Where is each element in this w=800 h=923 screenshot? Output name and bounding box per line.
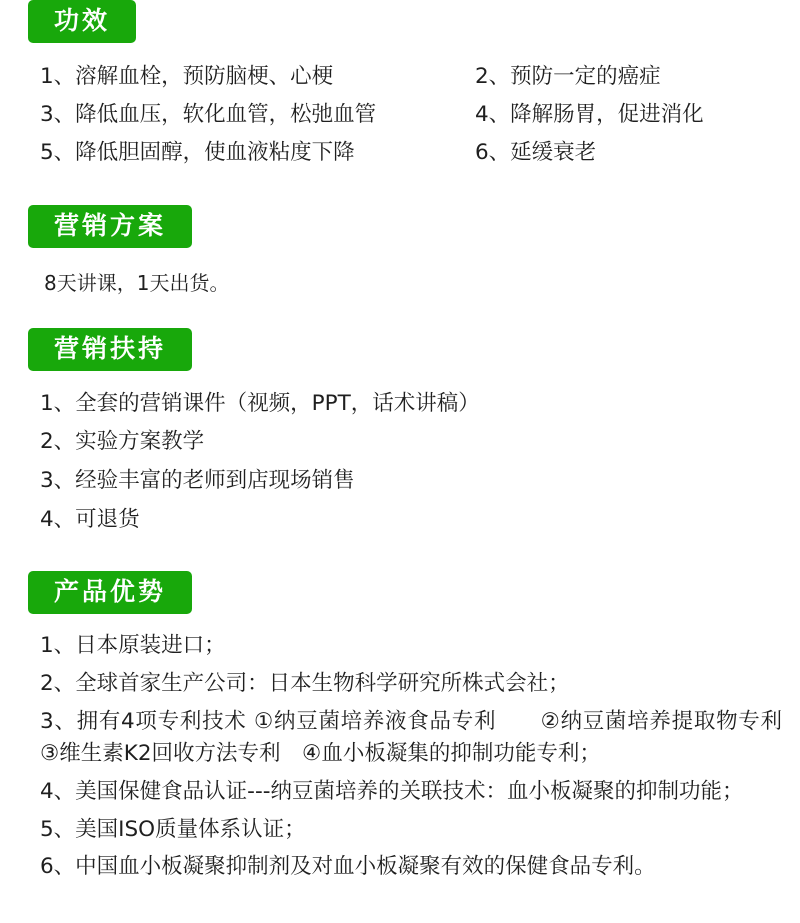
list-item: 4、降解肠胃，促进消化 <box>475 102 704 128</box>
section-efficacy <box>0 0 800 169</box>
list-item: 4、可退货 <box>40 507 140 533</box>
section-title-efficacy: 功效 <box>28 0 136 43</box>
list-item: 6、中国血小板凝聚抑制剂及对血小板凝聚有效的保健食品专利。 <box>40 854 656 880</box>
list-item: 6、延缓衰老 <box>475 140 597 166</box>
marketing-support-list <box>0 387 800 538</box>
section-marketing-plan <box>0 205 800 298</box>
list-item: 1、全套的营销课件（视频，PPT，话术讲稿） <box>40 390 480 416</box>
list-item: 3、降低血压，软化血管，松弛血管 <box>40 102 377 128</box>
efficacy-list <box>0 61 800 169</box>
list-item: 5、美国ISO质量体系认证； <box>40 816 306 842</box>
product-advantages-list <box>0 630 800 884</box>
marketing-plan-text: 8天讲课，1天出货。 <box>44 270 230 295</box>
section-title-marketing-support: 营销扶持 <box>28 328 192 371</box>
section-title-marketing-plan: 营销方案 <box>28 205 192 248</box>
section-title-product-advantages: 产品优势 <box>28 571 192 614</box>
list-item: 1、日本原装进口； <box>40 633 226 659</box>
section-product-advantages <box>0 571 800 884</box>
list-item: 2、预防一定的癌症 <box>475 64 661 89</box>
section-marketing-support <box>0 328 800 538</box>
list-item: 3、经验丰富的老师到店现场销售 <box>40 468 355 494</box>
list-item: 3、拥有4项专利技术 ①纳豆菌培养液食品专利 ②纳豆菌培养提取物专利 ③维生素K2回收方法专利 ④血小板凝集的抑制功能专利； <box>40 708 782 767</box>
list-item: 5、降低胆固醇，使血液粘度下降 <box>40 140 355 166</box>
list-item: 4、美国保健食品认证---纳豆菌培养的关联技术：血小板凝聚的抑制功能； <box>40 779 744 805</box>
list-item: 2、实验方案教学 <box>40 429 205 455</box>
list-item: 2、全球首家生产公司：日本生物科学研究所株式会社； <box>40 671 570 697</box>
list-item: 1、溶解血栓，预防脑梗、心梗 <box>40 64 334 89</box>
